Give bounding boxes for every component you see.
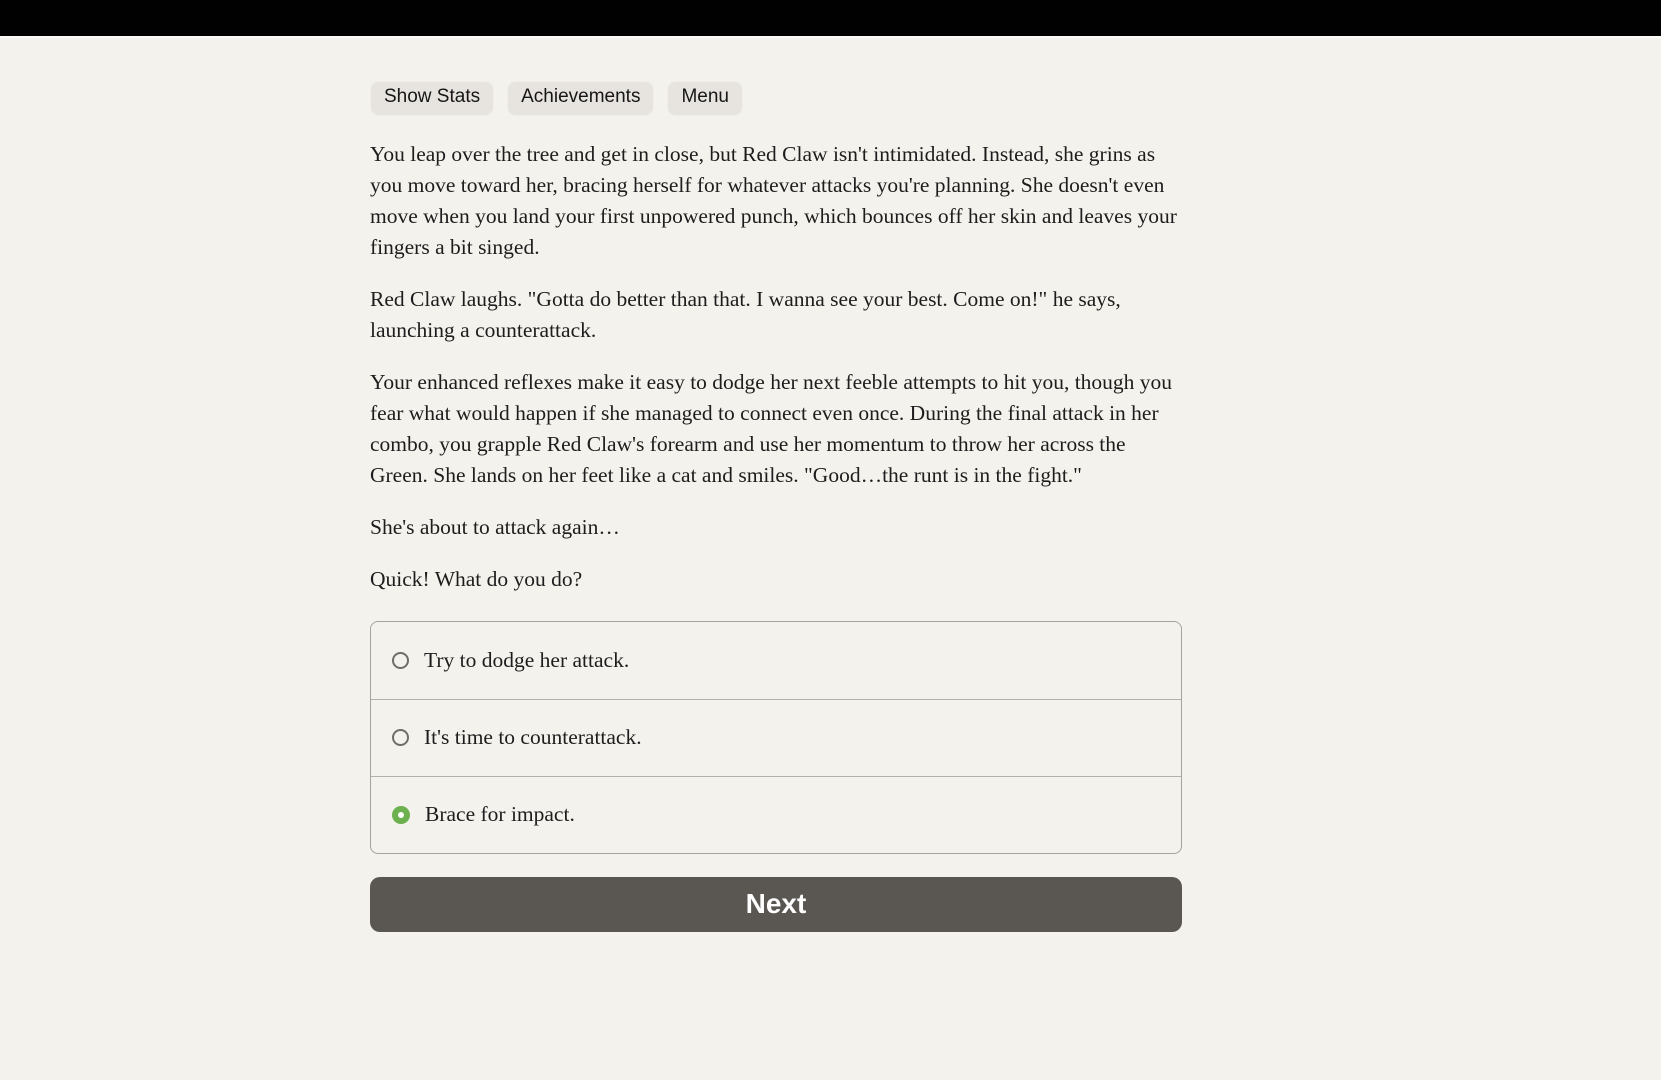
radio-unselected-icon[interactable] [392,652,409,669]
next-button[interactable]: Next [370,877,1182,932]
story-content [370,38,1182,932]
choice-option[interactable] [371,622,1181,699]
radio-unselected-icon[interactable] [392,729,409,746]
story-text [370,139,1182,595]
story-paragraph: Your enhanced reflexes make it easy to dodge her next feeble attempts to hit you, though you fear what would happen if she managed to connect even once. During the final attack in her combo, you grapple Red Claw's forearm and use her momentum to throw her across the Green. She lands on her feet like a cat and smiles. "Good…the runt is in the fight." [370,369,1173,487]
choice-list [370,621,1182,854]
menu-button[interactable]: Menu [667,81,743,116]
choice-option-label: It's time to counterattack. [424,725,642,750]
story-paragraph: Red Claw laughs. "Gotta do better than that. I wanna see your best. Come on!" he says, launching a counterattack. [370,286,1121,342]
achievements-button[interactable]: Achievements [507,81,654,116]
story-paragraph: She's about to attack again… [370,514,620,539]
story-paragraph: Quick! What do you do? [370,566,583,591]
toolbar [370,38,1182,116]
show-stats-button[interactable]: Show Stats [370,81,494,116]
choice-option[interactable] [371,776,1181,853]
top-black-bar [0,0,1661,38]
choice-option[interactable] [371,699,1181,776]
choice-option-label: Brace for impact. [425,802,575,827]
radio-selected-icon[interactable] [392,806,410,824]
choice-option-label: Try to dodge her attack. [424,647,630,672]
story-paragraph: You leap over the tree and get in close, but Red Claw isn't intimidated. Instead, she grins as you move toward her, bracing herself for whatever attacks you're planning. She doesn't even move when you land your first unpowered punch, which bounces off her skin and leaves your fingers a bit singed. [370,141,1177,259]
